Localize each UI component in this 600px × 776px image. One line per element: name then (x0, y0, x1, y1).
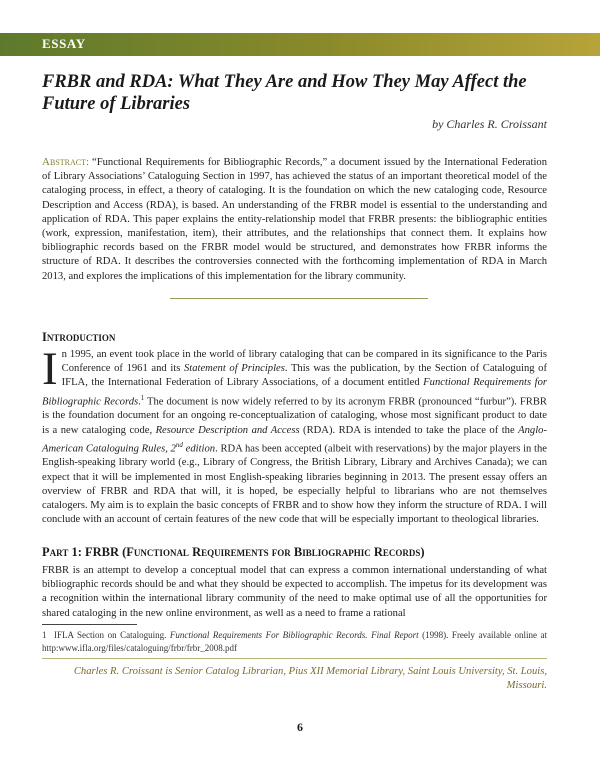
intro-italic: Resource Description and Access (155, 424, 300, 436)
intro-italic: Anglo-American Cataloguing Rules, 2 (42, 424, 547, 455)
footnote-text: IFLA Section on Cataloguing. (54, 630, 170, 640)
intro-sup: nd (175, 440, 183, 449)
intro-text: n 1995, an event took place in the world of library cataloging that can be compared in its significance to the Paris Conference of 1961 and its (61, 349, 547, 375)
intro-text: (RDA). RDA is intended to take the place of the (299, 424, 519, 436)
intro-italic: Statement of Principles (184, 363, 285, 375)
article-author: by Charles R. Croissant (432, 117, 547, 131)
intro-italic: Functional Requirements for Bibliographic Records (42, 377, 547, 408)
intro-text: The document is now widely referred to by its acronym FRBR (pronounced “furbur”). FRBR is the foundation document for an ongoing re-conceptualization of cataloging, whose most significant product to date is a new cataloging code, (42, 396, 547, 436)
drop-cap: I (42, 343, 58, 395)
intro-text: . This was the publication, by the Section of Cataloguing of IFLA, the International Federation of Library Associations, of a document entitled (61, 363, 547, 389)
footnote-ref[interactable]: 1 (140, 393, 145, 402)
intro-text: . RDA has been accepted (albeit with reservations) by the major players in the English-speaking library world (e.g., Library of Congress, the British Library, Library and Archives Canada); we can expect that it will be implemented in most English-speaking libraries beginning in 2013. The present essay offers an overview of FRBR and RDA that will, it is hoped, be especially helpful to librarians who are not themselves catalogers. My aim is to explain the basic concepts of FRBR and to show how they inform the structure of RDA. I will conclude with an account of certain features of the new code that will be especially important to theological libraries. (42, 443, 547, 526)
part1-paragraph: FRBR is an attempt to develop a conceptual model that can express a common international understanding of what bibliographic records should be and what they should be expected to accomplish. The impetus for its development was a recognition within the international library community of the need to make optimal use of all the opportunities for shared cataloging in the new online environment, as well as a need to frame a rational (42, 565, 547, 619)
introduction-heading: Introduction (42, 330, 116, 344)
abstract-divider (170, 298, 428, 299)
footnote-italic: Functional Requirements For Bibliographic Records. Final Report (169, 630, 419, 640)
abstract (42, 155, 547, 284)
intro-italic: edition (182, 443, 216, 455)
introduction-paragraph: In 1995, an event took place in the world of library cataloging that can be compared in its significance to the Paris Conference of 1961 and its Statement of Principles. This was the publication, by the Section of Cataloguing of IFLA, the International Federation of Library Associations, of a document entitled Functional Requirements for Bibliographic Records.$^1$ The document is now widely referred to by its acronym FRBR (pronounced “furbur”). FRBR is the foundation document for an ongoing re-conceptualization of cataloging, whose most significant product to date is a new cataloging code, Resource Description and Access (RDA). RDA is intended to take the place of the Anglo-American Cataloguing Rules, 2nd edition. RDA has been accepted (albeit with reservations) by the major players in the English-speaking library world (e.g., Library of Congress, the British Library, Library and Archives Canada); we can expect that it will be implemented in most English-speaking libraries beginning in 2013. The present essay offers an overview of FRBR and RDA that will, it is hoped, be especially helpful to librarians who are not themselves catalogers. My aim is to explain the basic concepts of FRBR and to show how they inform the structure of RDA. I will conclude with an account of certain features of the new code that will be especially important to theological libraries. (42, 343, 547, 526)
abstract-text: “Functional Requirements for Bibliographic Records,” a document issued by the International Federation of Library Associations’ Cataloguing Section in 1997, has achieved the status of an important theoretical model of the cataloging process, in effect, a theory of cataloging. It is the foundation on which the new cataloging code, Resource Description and Access (RDA), is based. An understanding of the FRBR model is essential to the understanding and application of RDA. This paper explains the entity-relationship model that FRBR presents: the bibliographic entities (work, expression, manifestation, item), their attributes, and the relationships that connect them. It explains how bibliographic records based on the FRBR model would be structured, and demonstrates how FRBR informs the structure of RDA. It describes the controversies connected with the forthcoming implementation of RDA in March 2013, and explores the implications of this implementation for the library community. (42, 157, 547, 282)
footnote-divider (42, 624, 137, 625)
footnote-number: 1 (42, 630, 47, 640)
section-label: ESSAY (42, 36, 86, 51)
page-number: 6 (297, 720, 303, 734)
abstract-label: Abstract: (42, 156, 90, 168)
section-banner (0, 33, 600, 56)
article-title: FRBR and RDA: What They Are and How They May Affect the Future of Libraries (42, 72, 527, 114)
affiliation-divider (42, 658, 547, 659)
author-affiliation: Charles R. Croissant is Senior Catalog Librarian, Pius XII Memorial Library, Saint Louis University, St. Louis, Missouri. (73, 666, 547, 691)
part1-heading: Part 1: FRBR (Functional Requirements for Bibliographic Records) (42, 545, 425, 559)
footnote (42, 629, 547, 654)
footnote-text[interactable]: (1998). Freely available online at http:www.ifla.org/files/cataloguing/frbr/frbr_2008.pdf (42, 630, 547, 653)
